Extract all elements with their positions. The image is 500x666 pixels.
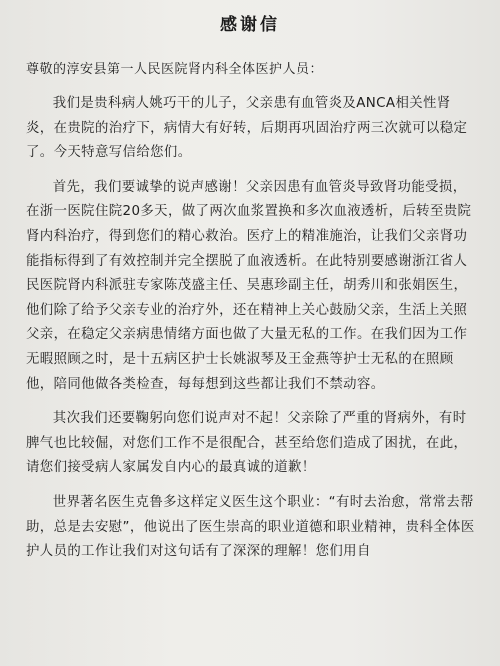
letter-paragraph: 其次我们还要鞠躬向您们说声对不起！父亲除了严重的肾病外，有时脾气也比较倔，对您们工作不是很配合，甚至给您们造成了困扰，在此，请您们接受病人家属发自内心的最真诚的道歉！: [26, 411, 468, 476]
letter-body: [26, 92, 476, 575]
letter-paragraph: 我们是贵科病人姚巧干的儿子，父亲患有血管炎及ANCA相关性肾炎，在贵院的治疗下，病情大有好转，后期再巩固治疗两三次就可以稳定了。今天特意写信给您们。: [26, 96, 468, 161]
letter-title: 感谢信: [220, 15, 280, 35]
letter-salutation: 尊敬的淳安县第一人民医院肾内科全体医护人员：: [26, 62, 324, 77]
letter-paragraph: 世界著名医生克鲁多这样定义医生这个职业：“有时去治愈，常常去帮助，总是去安慰”，他说出了医生崇高的职业道德和职业精神，贵科全体医护人员的工作让我们对这句话有了深深的理解！您们用自: [26, 494, 475, 560]
letter-paragraph: 首先，我们要诚挚的说声感谢！父亲因患有血管炎导致肾功能受损，在浙一医院住院20多天，做了两次血浆置换和多次血液透析，后转至贵院肾内科治疗，得到您们的精心救治。医疗上的精准施治，让我们父亲肾功能指标得到了有效控制并完全摆脱了血液透析。在此特别要感谢浙江省人民医院肾内科派驻专家陈茂盛主任、吴惠珍副主任，胡秀川和张娟医生，他们除了给予父亲专业的治疗外，还在精神上关心鼓励父亲，生活上关照父亲，在稳定父亲病患情绪方面也做了大量无私的工作。在我们因为工作无暇照顾之时，是十五病区护士长姚淑琴及王金燕等护士无私的在照顾他，陪同他做各类检查，每每想到这些都让我们不禁动容。: [26, 179, 472, 392]
